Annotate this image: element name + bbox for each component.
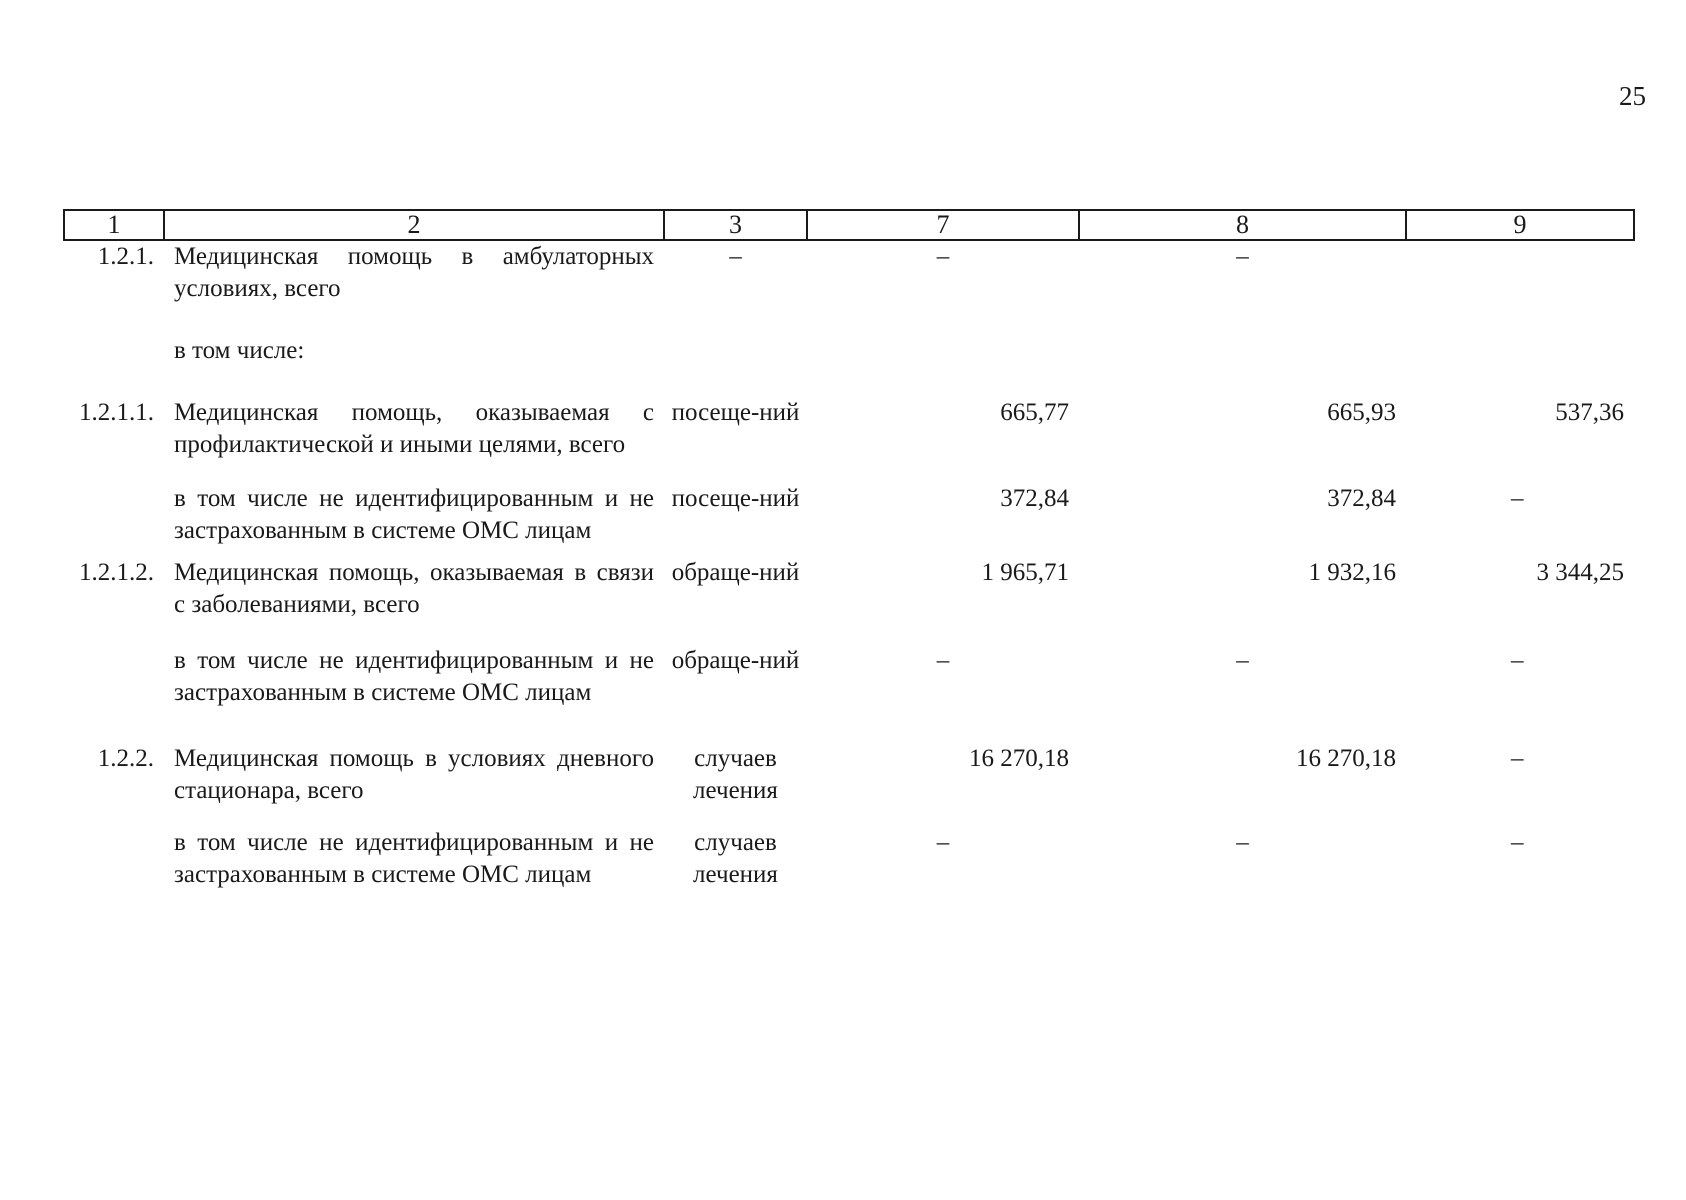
row-value-9: –	[1511, 829, 1524, 856]
row-number	[64, 483, 164, 547]
row-value-8	[1079, 335, 1406, 367]
row-unit: –	[729, 243, 742, 270]
table-row	[64, 483, 1634, 547]
table-row	[64, 743, 1634, 807]
row-value-7: –	[936, 829, 950, 856]
table-row	[64, 240, 1634, 305]
column-number-header	[64, 210, 1634, 240]
table-row	[64, 645, 1634, 709]
row-unit: случаев лечения	[693, 745, 778, 804]
row-value-9: –	[1511, 745, 1524, 772]
row-value-9: –	[1511, 485, 1524, 512]
column-header-9: 9	[1406, 210, 1634, 240]
row-unit: посеще-ний	[671, 485, 800, 512]
row-value-7: –	[936, 647, 950, 674]
column-header-1: 1	[64, 210, 164, 240]
row-value-9: 537,36	[1555, 399, 1624, 426]
document-table	[63, 209, 1635, 891]
row-value-7: 665,77	[1000, 399, 1069, 426]
column-header-2: 2	[164, 210, 664, 240]
row-unit: обраще-ний	[671, 559, 800, 586]
row-value-7: 372,84	[1000, 485, 1069, 512]
row-value-7: 16 270,18	[969, 745, 1069, 772]
row-value-7	[807, 335, 1079, 367]
column-header-7: 7	[807, 210, 1079, 240]
row-unit: обраще-ний	[671, 647, 800, 674]
row-number	[64, 827, 164, 891]
table-row	[64, 827, 1634, 891]
row-value-8: 372,84	[1327, 485, 1396, 512]
row-value-8: 1 932,16	[1308, 559, 1396, 586]
row-value-7: 1 965,71	[981, 559, 1069, 586]
row-value-9	[1406, 335, 1634, 367]
table-row	[64, 397, 1634, 461]
row-unit: случаев лечения	[693, 829, 778, 888]
row-name: в том числе не идентифицированным и не застрахованным в системе ОМС лицам	[174, 485, 654, 544]
row-value-8: –	[1236, 243, 1249, 270]
row-name: в том числе не идентифицированным и не застрахованным в системе ОМС лицам	[174, 829, 654, 888]
row-value-8: –	[1236, 829, 1249, 856]
row-number	[64, 335, 164, 367]
column-header-8: 8	[1079, 210, 1406, 240]
row-value-8: 16 270,18	[1296, 745, 1396, 772]
row-number: 1.2.1.2.	[79, 559, 154, 586]
row-value-8: –	[1236, 647, 1249, 674]
row-value-8: 665,93	[1327, 399, 1396, 426]
row-name: Медицинская помощь, оказываемая в связи с заболеваниями, всего	[174, 559, 654, 618]
row-value-9: 3 344,25	[1536, 559, 1624, 586]
row-name: Медицинская помощь, оказываемая с профилактической и иными целями, всего	[174, 399, 654, 458]
page-number: 25	[1619, 81, 1646, 111]
row-name: Медицинская помощь в условиях дневного стационара, всего	[174, 745, 654, 804]
row-number: 1.2.1.1.	[79, 399, 154, 426]
row-name: Медицинская помощь в амбулаторных условиях, всего	[174, 243, 654, 302]
row-number: 1.2.2.	[97, 745, 154, 772]
row-number: 1.2.1.	[97, 243, 154, 270]
row-value-9: –	[1511, 647, 1524, 674]
table-row	[64, 557, 1634, 621]
row-unit	[664, 335, 807, 367]
row-name: в том числе не идентифицированным и не застрахованным в системе ОМС лицам	[174, 647, 654, 706]
row-number	[64, 645, 164, 709]
table-row	[64, 335, 1634, 367]
row-value-9	[1406, 240, 1634, 305]
row-value-7: –	[936, 243, 950, 270]
row-unit: посеще-ний	[671, 399, 800, 426]
column-header-3: 3	[664, 210, 807, 240]
row-name: в том числе:	[174, 337, 305, 364]
